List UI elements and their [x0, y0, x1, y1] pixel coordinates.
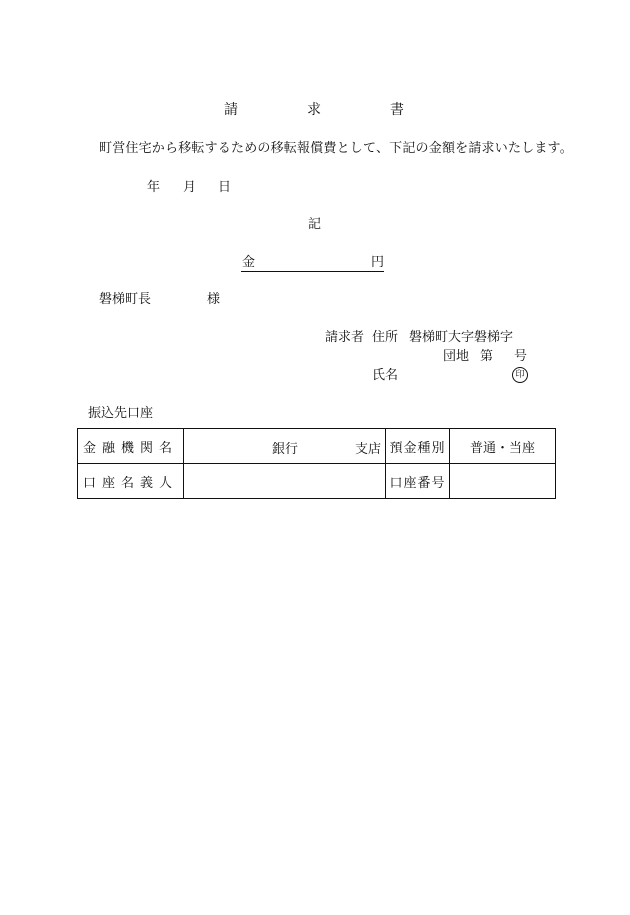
title-char-2: 求 — [307, 102, 321, 118]
seal-icon: 印 — [512, 367, 528, 383]
name-label: 氏名 — [372, 368, 399, 383]
title-char-1: 請 — [224, 102, 238, 118]
address-value: 磐梯町大字磐梯字 — [409, 330, 514, 345]
date-month: 月 — [183, 180, 197, 195]
addressee-honorific: 様 — [207, 292, 221, 307]
bank-label: 銀行 — [272, 442, 299, 457]
table-row — [78, 429, 556, 464]
account-holder-label: 口座名義人 — [78, 464, 184, 499]
amount-underline — [241, 255, 384, 272]
claimant-label: 請求者 — [325, 330, 365, 345]
table-row — [78, 464, 556, 499]
date-day: 日 — [218, 180, 232, 195]
go-label: 号 — [514, 349, 528, 364]
bank-section-label: 振込先口座 — [88, 406, 154, 421]
danchi-label: 団地 — [443, 349, 470, 364]
date-year: 年 — [147, 180, 161, 195]
deposit-type-label: 預金種別 — [386, 429, 450, 464]
ki-heading: 記 — [308, 217, 322, 232]
account-number-label: 口座番号 — [386, 464, 450, 499]
account-holder-field[interactable] — [184, 464, 386, 499]
branch-label: 支店 — [355, 442, 382, 457]
body-text: 町営住宅から移転するための移転報償費として、下記の金額を請求いたします。 — [99, 141, 573, 156]
address-label: 住所 — [372, 330, 399, 345]
bank-branch-cell[interactable] — [184, 429, 386, 464]
amount-kin: 金 — [242, 255, 256, 270]
account-number-field[interactable] — [450, 464, 556, 499]
financial-institution-label: 金融機関名 — [78, 429, 184, 464]
amount-en: 円 — [371, 255, 385, 270]
addressee-name: 磐梯町長 — [99, 292, 152, 307]
title-char-3: 書 — [390, 102, 404, 118]
bank-account-table — [77, 428, 556, 499]
dai-label: 第 — [480, 349, 494, 364]
deposit-type-value[interactable]: 普通・当座 — [450, 429, 556, 464]
